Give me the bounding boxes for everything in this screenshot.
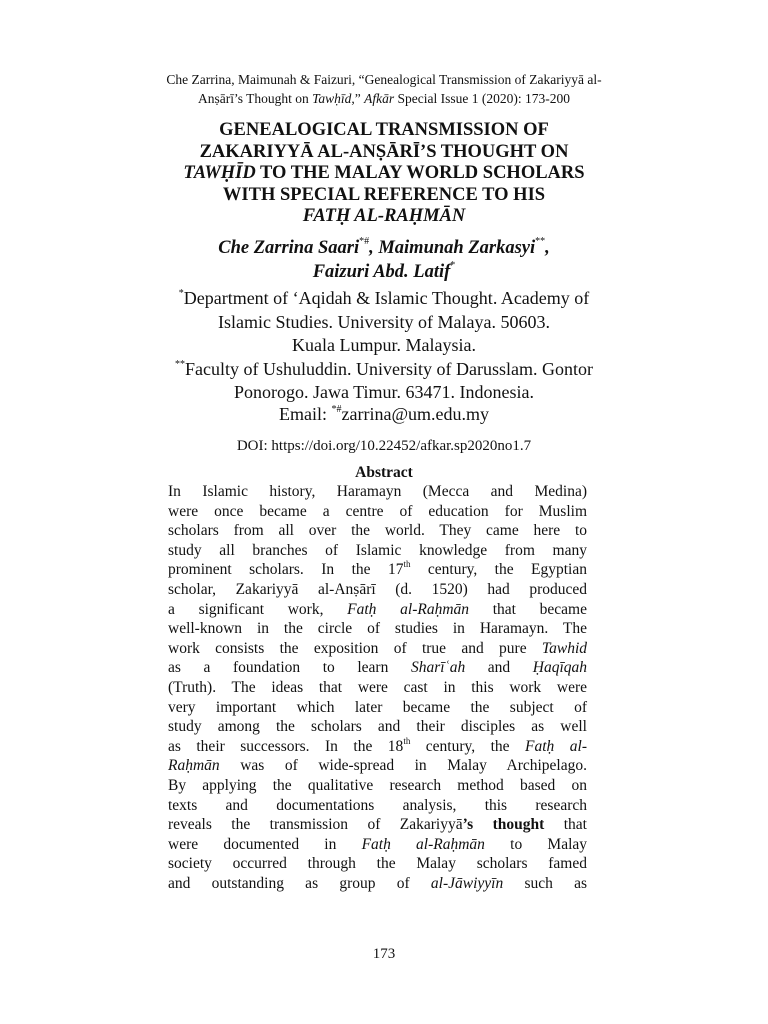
- author-name: , Maimunah Zarkasyi: [369, 238, 536, 258]
- affiliations: [120, 287, 648, 405]
- affiliation-text: Department of ‘Aqidah & Islamic Thought. Academy of: [183, 288, 590, 308]
- abstract-line: In Islamic history, Haramayn (Mecca and Medina): [168, 483, 587, 500]
- abstract-italic: Tawhid: [541, 639, 587, 657]
- abstract-text: was of wide-spread in Malay Archipelago.: [219, 757, 587, 775]
- abstract-text: century, the Egyptian: [410, 561, 587, 579]
- abstract-line: were once became a centre of education for Muslim: [168, 502, 587, 520]
- ordinal-suffix: th: [403, 559, 411, 570]
- abstract-line: [168, 835, 587, 855]
- author-mark: **: [535, 236, 546, 247]
- abstract-heading: Abstract: [355, 464, 413, 481]
- running-head-line-1: Che Zarrina, Maimunah & Faizuri, “Genealogical Transmission of Zakariyyā al-: [166, 72, 602, 87]
- running-head: [100, 70, 668, 108]
- abstract-text: such as: [503, 874, 587, 892]
- title-line-2: ZAKARIYYĀ AL-ANṢĀRĪ’S THOUGHT ON: [199, 141, 569, 162]
- title-text: TO THE MALAY WORLD SCHOLARS: [255, 163, 585, 183]
- abstract-line: very important which later became the subject of: [168, 698, 587, 716]
- abstract-line: [168, 815, 587, 835]
- abstract-text: work consists the exposition of true and pure: [168, 639, 542, 657]
- abstract-line: (Truth). The ideas that were cast in this work were: [168, 678, 587, 696]
- abstract-line: society occurred through the Malay scholars famed: [168, 855, 587, 873]
- abstract-italic: Fatḥ al-Raḥmān: [361, 835, 485, 853]
- running-head-line-2: [100, 89, 668, 108]
- running-head-text: ,”: [351, 91, 365, 106]
- abstract-text: prominent scholars. In the 17: [168, 561, 404, 579]
- title-italic: TAWḤĪD: [183, 163, 256, 183]
- abstract-line: [168, 737, 587, 757]
- abstract-line: scholars from all over the world. They came here to: [168, 522, 587, 540]
- abstract-line: [168, 874, 587, 894]
- abstract-italic: Sharīʿah: [410, 659, 466, 677]
- abstract-text: that became: [469, 600, 587, 618]
- abstract-bold: ’s thought: [462, 816, 545, 834]
- abstract-text: as their successors. In the 18: [168, 737, 404, 755]
- abstract-line: texts and documentations analysis, this research: [168, 796, 587, 814]
- author-separator: ,: [545, 238, 550, 258]
- abstract-italic: Fatḥ al-: [525, 737, 587, 755]
- abstract-line: study among the scholars and their disciples as well: [168, 718, 587, 736]
- ordinal-suffix: th: [403, 735, 411, 746]
- affiliation-mark: *: [178, 288, 184, 299]
- abstract-line: study all branches of Islamic knowledge from many: [168, 541, 587, 559]
- author-name: Che Zarrina Saari: [218, 238, 360, 258]
- email-line: [120, 402, 648, 426]
- abstract-line: [168, 560, 587, 580]
- paper-title: [120, 120, 648, 228]
- title-line-1: GENEALOGICAL TRANSMISSION OF: [219, 120, 549, 140]
- affiliation-text: Faculty of Ushuluddin. University of Darusslam. Gontor: [185, 358, 593, 379]
- abstract-italic: al-Jāwiyyīn: [430, 874, 504, 892]
- authors-line-2: [120, 260, 648, 284]
- author-mark: *: [450, 260, 456, 271]
- abstract-italic: Ḥaqīqah: [532, 659, 587, 677]
- abstract-line: [168, 658, 587, 678]
- abstract-line: [168, 756, 587, 776]
- running-head-text: Anṣārī’s Thought on: [198, 91, 313, 106]
- affiliation-mark: **: [175, 358, 186, 370]
- page-number: 173: [372, 946, 396, 962]
- affiliation-2-line-1: [120, 358, 648, 382]
- affiliation-1-line-3: Kuala Lumpur. Malaysia.: [292, 335, 476, 355]
- abstract-text: to Malay: [484, 835, 588, 853]
- authors-line-1: [120, 236, 648, 260]
- abstract-text: were documented in: [168, 835, 362, 853]
- title-line-5: FATḤ AL-RAḤMĀN: [302, 206, 466, 226]
- title-line-4: WITH SPECIAL REFERENCE TO HIS: [222, 184, 546, 205]
- abstract-line: [168, 600, 587, 620]
- abstract-italic: Fatḥ al-Raḥmān: [347, 600, 470, 618]
- abstract-text: century, the: [410, 737, 526, 755]
- abstract-italic: Raḥmān: [168, 757, 220, 775]
- author-mark: *#: [359, 236, 370, 247]
- abstract-line: By applying the qualitative research method based on: [168, 776, 587, 794]
- abstract-text: and: [465, 659, 533, 677]
- email-mark: *#: [331, 404, 342, 415]
- author-list: [120, 236, 648, 284]
- doi-link[interactable]: DOI: https://doi.org/10.22452/afkar.sp2020no1.7: [236, 438, 532, 454]
- affiliation-1-line-1: [120, 287, 648, 311]
- abstract-text: and outstanding as group of: [168, 874, 431, 892]
- abstract-body: [168, 482, 587, 893]
- running-head-italic: Tawḥīd: [312, 91, 352, 106]
- email-label: Email:: [278, 404, 332, 424]
- affiliation-1-line-2: Islamic Studies. University of Malaya. 50603.: [218, 311, 550, 332]
- abstract-text: as a foundation to learn: [168, 659, 411, 677]
- issue-info: Special Issue 1 (2020): 173-200: [394, 91, 570, 106]
- affiliation-2-line-2: Ponorogo. Jawa Timur. 63471. Indonesia.: [233, 382, 534, 402]
- abstract-text: that: [544, 816, 587, 834]
- abstract-line: [168, 639, 587, 659]
- email-address[interactable]: zarrina@um.edu.my: [341, 404, 490, 424]
- title-line-3: [120, 163, 648, 185]
- abstract-line: scholar, Zakariyyā al-Anṣārī (d. 1520) had produced: [168, 580, 587, 598]
- abstract-text: reveals the transmission of Zakariyyā: [168, 816, 463, 834]
- abstract-text: a significant work,: [168, 600, 348, 618]
- author-name: Faizuri Abd. Latif: [312, 262, 451, 282]
- abstract-line: well-known in the circle of studies in Haramayn. The: [168, 620, 587, 638]
- journal-name: Afkār: [364, 91, 395, 106]
